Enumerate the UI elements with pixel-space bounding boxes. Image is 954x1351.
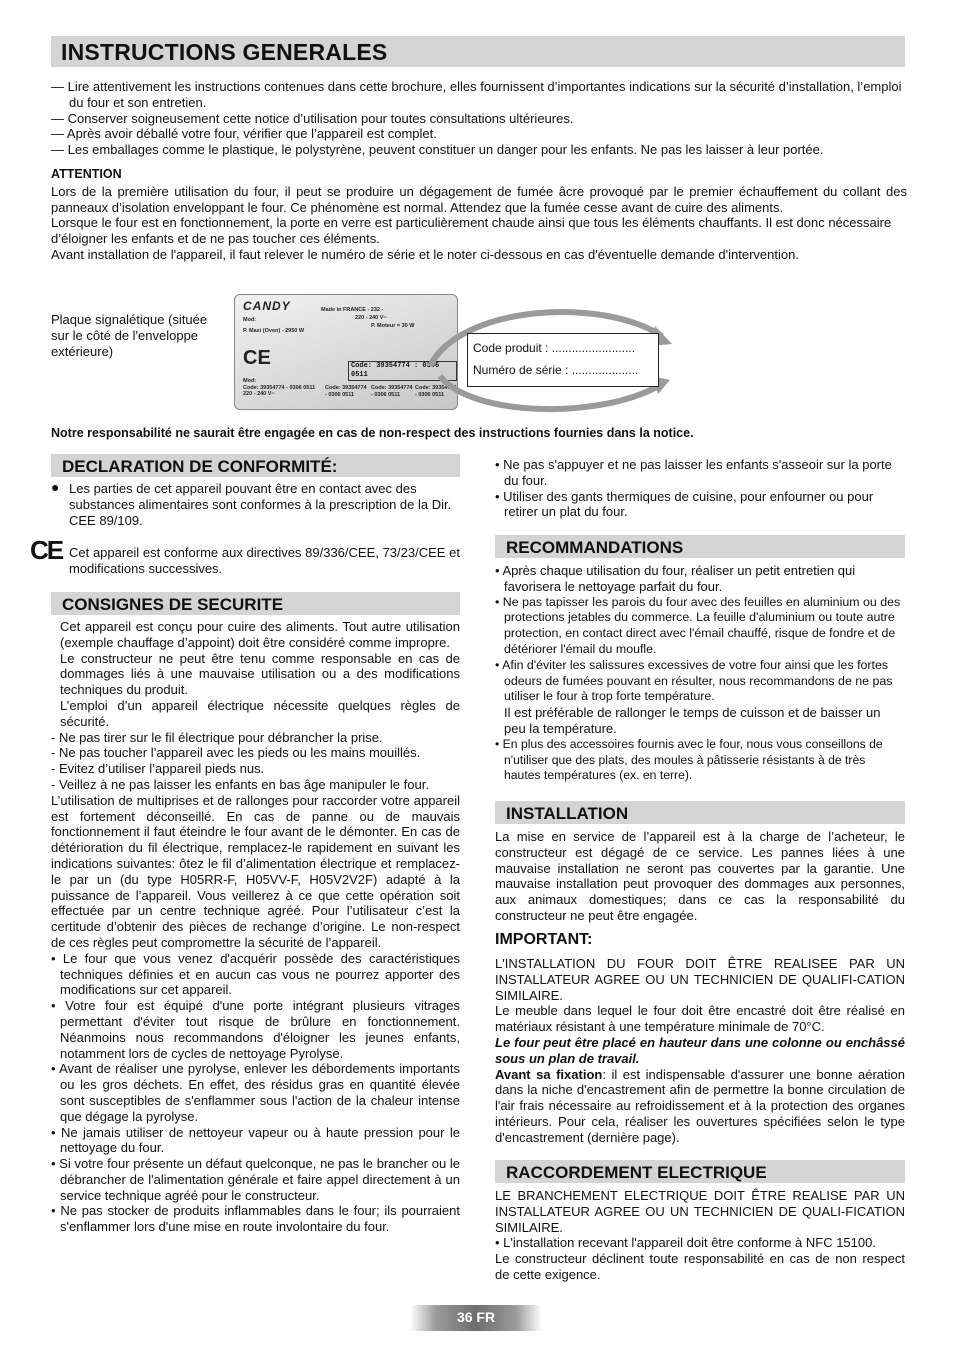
attention-paragraph: Lorsque le four est en fonctionnement, la porte en verre est particulièrement chaude ainsi que tous les éléments chauffants. Il est donc nécessaire d’éloigner les enfants et de ne pas toucher ces éléments. (51, 215, 892, 247)
intro-item: — Lire attentivement les instructions contenues dans cette brochure, elles fournissent d’importantes indications sur la sécurité d’installation, l’emploi du four et son entretien. (51, 79, 902, 110)
raccordement-body (495, 1188, 905, 1283)
raccordement-text: Le constructeur déclinent toute responsabilité en cas de non respect de cette exigence. (495, 1251, 905, 1282)
raccordement-header (495, 1160, 905, 1183)
plate-mod: Mod: (243, 317, 257, 323)
consignes-paragraph: Le constructeur ne peut être tenu comme responsable en cas de dommages liés à une mauvaise utilisation ou a des modifications techniques du produit. (60, 650, 460, 698)
important-body (495, 956, 905, 1146)
important-caps: L'INSTALLATION DU FOUR DOIT ÊTRE REALISEE PAR UN INSTALLATEUR AGREE OU UN TECHNICIEN DE QUALIFI-CATION SIMILAIRE. (495, 956, 905, 1003)
responsibility-note: Notre responsabilité ne saurait être engagée en cas de non-respect des instructions fournies dans la notice. (51, 426, 694, 440)
bullet-icon: ● (51, 479, 60, 495)
ce-icon: CE (30, 535, 63, 565)
recommandations-bullet: • Afin d'éviter les salissures excessives de votre four ainsi que les fortes odeurs de fumées pouvant en résulter, nous recommandons de ne pas utiliser le four à trop forte température. (495, 657, 893, 704)
attention-paragraph: Lors de la première utilisation du four, il peut se produire un dégagement de fumée âcre provoqué par le premier échauffement du collant des panneaux d’isolation enveloppant le four. Ce phénomène est normal. Attendez que la fumée cesse avant de cuire des aliments. (51, 183, 907, 215)
intro-item: — Les emballages comme le plastique, le polystyrène, peuvent constituer un danger pour les enfants. Ne pas les laisser à leur portée. (51, 142, 824, 158)
declaration-header (51, 454, 460, 477)
page-title: INSTRUCTIONS GENERALES (61, 39, 388, 65)
right-top-bullet: • Utiliser des gants thermiques de cuisine, pour enfourner ou pour retirer un plat du four. (495, 488, 874, 520)
raccordement-caps: LE BRANCHEMENT ELECTRIQUE DOIT ÊTRE REALISE PAR UN INSTALLATEUR AGREE OU UN TECHNICIEN DE QUALI-FICATION SIMILAIRE. (495, 1188, 905, 1235)
raccordement-title: RACCORDEMENT ELECTRIQUE (506, 1163, 767, 1182)
right-top-list (495, 457, 905, 520)
important-paragraph: Le meuble dans lequel le four doit être encastré doit être réalisé en matériaux résistant à une température minimale de 70°C. (495, 1003, 905, 1035)
recommandations-bullet: • Ne pas tapisser les parois du four avec des feuilles en aluminium ou des protections jetables du commerce. La feuille d'aluminium ou toute autre protection, en contact direct avec l'émail chauffé, risque de fondre et de détériorer l'émail du moufle. (495, 594, 901, 656)
consignes-bullet: • Ne jamais utiliser de nettoyeur vapeur ou à haute pression pour le nettoyage du four. (51, 1124, 460, 1156)
plate-voltage: 220 - 240 V~ (355, 315, 387, 321)
plate-stub: Code: 39354774 - 0306 0511 (415, 385, 457, 398)
consignes-dash-item: - Veillez à ne pas laisser les enfants en bas âge manipuler le four. (51, 776, 429, 792)
important-title: IMPORTANT: (495, 931, 593, 948)
plate-power-oven: P. Maxi (Oven) - 2950 W (243, 328, 305, 334)
intro-list (51, 79, 907, 158)
intro-item: — Après avoir déballé votre four, vérifier que l’appareil est complet. (51, 126, 437, 142)
plate-stub: Code: 39354774 - 0306 0511 (371, 385, 413, 398)
consignes-dash-item: - Ne pas tirer sur le fil électrique pour débrancher la prise. (51, 729, 383, 745)
consignes-paragraph: L’utilisation de multiprises et de rallonges pour raccorder votre appareil est fortement déconseillé. En cas de panne ou de mauvais fonctionnement il faut éteindre le four avant de le démonter. En cas de détérioration du fil électrique, remplacez-le rapidement en suivant les indications suivantes: ôtez le fil d’alimentation électrique et remplacez-le par un (du type H05RR-F, H05VV-F, H05V2V2F) adapté à la puissance de l’appareil. Vous veillerez à ce que cette opération soit effectuée par un centre technique agréé. Pour l’utilisateur c’est la certitude d’obtenir des pièces de rechange d’origine. Le non-respect de ces règles peut compromettre la sécurité de l’appareil. (51, 792, 460, 950)
attention-paragraph: Avant installation de l'appareil, il faut relever le numéro de série et le noter ci-dessous en cas d'éventuelle demande d'intervention. (51, 246, 799, 262)
important-italic: Le four peut être placé en hauteur dans une colonne ou enchâssé sous un plan de travail. (495, 1034, 905, 1066)
plate-stub: Code: 39354774 - 0306 0511 (325, 385, 367, 398)
consignes-bullet: • Ne pas stocker de produits inflammables dans le four; ils pourraient s'enflammer lors d'une mise en route involontaire du four. (51, 1203, 460, 1235)
raccordement-bullet: • L'installation recevant l'appareil doit être conforme à NFC 15100. (495, 1235, 876, 1251)
installation-text: La mise en service de l’appareil est à la charge de l’acheteur, le constructeur est dégagé de ce service. Les pannes liées à une mauvaise installation ne seront pas couvertes par la garantie. Une mauvaise installation peut provoquer des dommages aux personnes, aux animaux domestiques; dans ce cas la responsabilité du constructeur ne peut être engagée. (495, 829, 905, 923)
serial-number-box (467, 333, 659, 387)
attention-heading: ATTENTION (51, 167, 122, 181)
plate-bottom-left: Mod: Code: 39354774 - 0306 0511 220 - 240 V~ (243, 378, 316, 397)
consignes-header (51, 592, 460, 615)
ce-declaration: Cet appareil est conforme aux directives 89/336/CEE, 73/23/CEE et modifications successives. (69, 545, 460, 576)
consignes-dash-item: - Ne pas toucher l’appareil avec les pieds ou les mains mouillés. (51, 745, 421, 761)
recommandations-title: RECOMMANDATIONS (506, 538, 684, 557)
candy-logo: CANDY (243, 299, 291, 313)
declaration-text: Les parties de cet appareil pouvant être en contact avec des substances alimentaires sont conformes à la prescription de la Dir. CEE 89/109. (69, 481, 452, 528)
consignes-paragraph: Cet appareil est conçu pour cuire des aliments. Tout autre utilisation (exemple chauffage d’appoint) doit être considéré comme impropre. (60, 619, 460, 650)
ce-icon: CE (243, 347, 271, 369)
consignes-body (51, 619, 460, 1235)
consignes-dash-item: - Evitez d’utiliser l’appareil pieds nus. (51, 761, 265, 777)
important-rest: : il est indispensable d'assurer une bonne aération dans la niche d'encastrement afin de permettre la bonne circulation de l'air frais nécessaire au refroidissement et à la protection des organes intérieurs. Pour cela, réaliser les ouvertures spécifiées selon le type d'encastrement (dernière page). (495, 1066, 905, 1145)
serial-number-line: Numéro de série : .................... (473, 363, 639, 377)
attention-block (51, 167, 907, 263)
page-title-bar (51, 36, 905, 67)
recommandations-extra: Il est préférable de rallonger le temps de cuisson et de baisser un peu la température. (504, 705, 881, 736)
product-code-line: Code produit : ......................... (473, 341, 636, 355)
important-lead: Avant sa fixation (495, 1066, 603, 1082)
recommandations-header (495, 535, 905, 558)
declaration-title: DECLARATION DE CONFORMITÉ: (62, 457, 338, 476)
consignes-paragraph: L’emploi d’un appareil électrique nécessite quelques règles de sécurité. (60, 697, 460, 729)
right-top-bullet: • Ne pas s'appuyer et ne pas laisser les enfants s'asseoir sur la porte du four. (495, 457, 892, 488)
plate-power-motor: P. Moteur = 30 W (371, 323, 415, 329)
plate-label: Plaque signalétique (située sur le côté de l'enveloppe extérieure) (51, 312, 208, 359)
consignes-bullet: • Si votre four présente un défaut quelconque, ne pas le brancher ou le débrancher de l'alimentation générale et faire appel directement à un service technique agréé pour le constructeur. (51, 1156, 460, 1203)
recommandations-bullet: • En plus des accessoires fournis avec le four, nous vous conseillons de n'utiliser que des plats, des moules à pâtisserie résistants à de très hautes températures (ex. en terre). (495, 736, 883, 783)
recommandations-body (495, 563, 905, 784)
consignes-title: CONSIGNES DE SECURITE (62, 595, 284, 614)
consignes-bullet: • Avant de réaliser une pyrolyse, enlever les débordements importants ou les gros déchets. En effet, des résidus gras en quantité élevée sont susceptibles de s'enflammer sous l'action de la chaleur intense que dégage la pyrolyse. (51, 1061, 460, 1124)
page-number: 36 FR (456, 1309, 496, 1325)
consignes-bullet: • Votre four est équipé d'une porte intégrant plusieurs vitrages permettant d'éviter tout risque de brûlure en fonctionnement. Néanmoins nous recommandons d'éloigner les jeunes enfants, notamment lors de cycles de nettoyage Pyrolyse. (51, 998, 460, 1061)
declaration-item (51, 481, 460, 528)
page-number-bar (410, 1305, 542, 1331)
plate-code: Code: 39354774 : 0306 0511 (348, 361, 457, 381)
intro-item: — Conserver soigneusement cette notice d’utilisation pour toutes consultations ultérieures. (51, 110, 574, 126)
installation-header (495, 801, 905, 824)
installation-title: INSTALLATION (506, 804, 629, 823)
plate-made-in: Made in FRANCE - 232 - (321, 307, 384, 313)
recommandations-bullet: • Après chaque utilisation du four, réaliser un petit entretien qui favorisera le nettoyage parfait du four. (495, 563, 856, 594)
consignes-bullet: • Le four que vous venez d'acquérir possède des caractéristiques techniques définies et en aucun cas vous ne pourrez apporter des modifications sur cet appareil. (51, 950, 460, 998)
